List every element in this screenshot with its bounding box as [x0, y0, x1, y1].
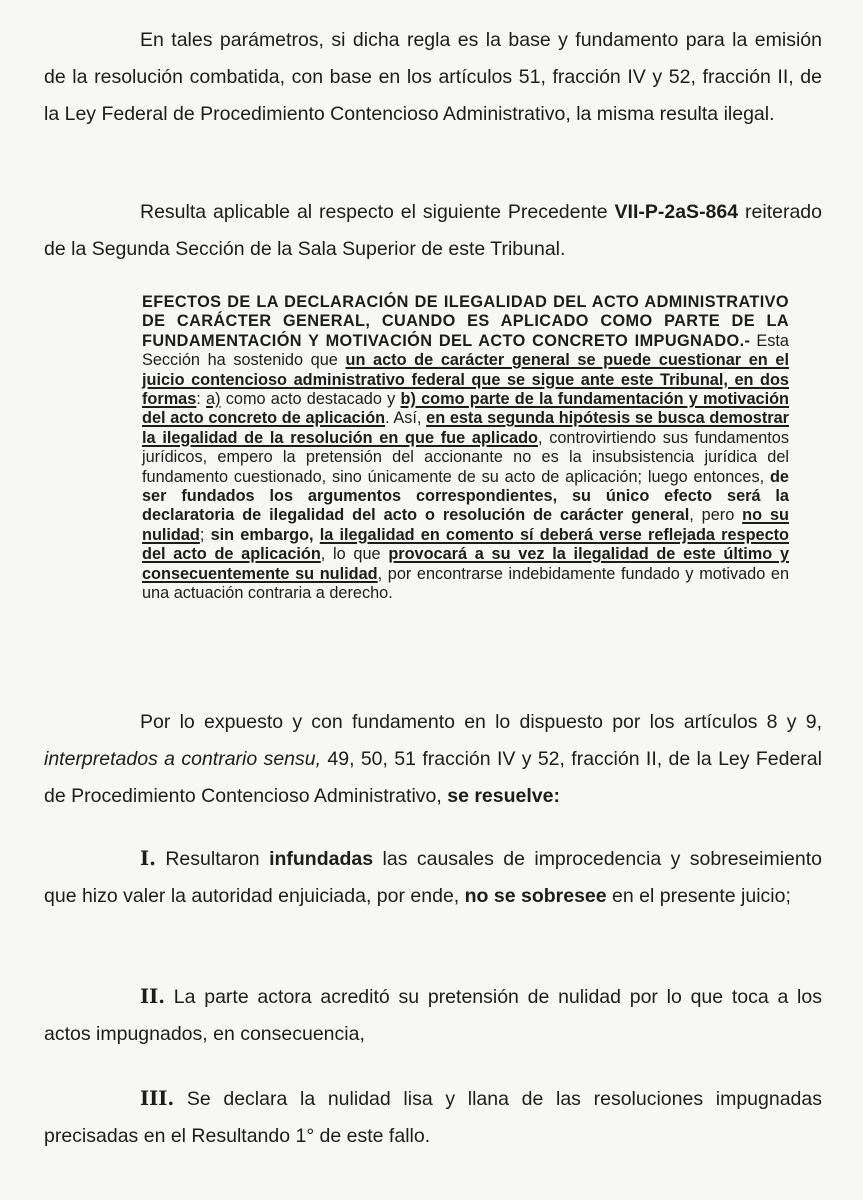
- resolution-numeral: II.: [140, 985, 166, 1008]
- resolution-text: Se declara la nulidad lisa y llana de las resoluciones impugnadas precisadas en el Resultando 1° de este fallo.: [44, 1088, 822, 1147]
- quote-bold-text: sin embargo,: [210, 525, 320, 544]
- resolution-text: en el presente juicio;: [606, 885, 791, 907]
- quote-text: , controvirtiendo sus fundamentos jurídicos, empero la pretensión del accionante no es la insubsistencia jurídica del fundamento cuestionado, sino únicamente de su acto de aplicación; luego entonces,: [142, 428, 789, 486]
- paragraph-conclusion-text: En tales parámetros, si dicha regla es la base y fundamento para la emisión de la resolución combatida, con base en los artículos 51, fracción IV y 52, fracción II, de la Ley Federal de Procedimiento Contencioso Administrativo, la misma resulta ilegal.: [44, 29, 822, 125]
- quote-underlined-text: un acto de carácter general se puede cuestionar en el juicio contencioso administrativo federal que se sigue ante este Tribunal, en dos formas: [142, 351, 789, 409]
- quote-underlined-text: no su nulidad: [142, 506, 789, 544]
- resolution-numeral: I.: [140, 847, 156, 870]
- paragraph-precedent: [44, 194, 822, 268]
- quote-underlined-text: provocará a su vez la ilegalidad de este último y consecuentemente su nulidad: [142, 545, 789, 583]
- quote-text: Esta Sección ha sostenido que: [142, 331, 789, 370]
- resolution-intro-text: Por lo expuesto y con fundamento en lo dispuesto por los artículos 8 y 9,: [140, 711, 822, 733]
- precedent-reference: VII-P-2aS-864: [614, 201, 739, 223]
- resolution-point-2: [44, 978, 822, 1053]
- resolution-point-3: [44, 1080, 822, 1155]
- quote-text: , por encontrarse indebidamente fundado y motivado en una actuación contraria a derecho.: [142, 564, 789, 603]
- quote-underlined-text: b) como parte de la fundamentación y motivación del acto concreto de aplicación: [142, 390, 789, 428]
- resolution-intro-bold: se resuelve:: [447, 785, 560, 807]
- paragraph-resolution-intro: [44, 704, 822, 815]
- quote-text: :: [196, 390, 207, 409]
- resolution-text: Resultaron: [155, 848, 270, 870]
- quote-text: , lo que: [320, 545, 389, 564]
- quote-text: , pero: [689, 506, 743, 525]
- resolution-bold: infundadas: [269, 848, 374, 870]
- resolution-intro-italic: interpretados a contrario sensu,: [44, 748, 322, 770]
- quote-text: ;: [199, 525, 211, 544]
- resolution-bold: no se sobresee: [464, 885, 607, 907]
- paragraph-conclusion: [44, 22, 822, 133]
- resolution-intro-text: 49, 50, 51 fracción IV y 52, fracción II, de la Ley Federal de Procedimiento Contencioso Administrativo,: [44, 748, 822, 807]
- precedent-intro: Resulta aplicable al respecto el siguiente Precedente: [140, 201, 615, 223]
- quote-bold-text: de ser fundados los argumentos correspondientes, su único efecto será la declaratoria de ilegalidad del acto o resolución de carácter general: [142, 467, 789, 525]
- precedent-outro: reiterado de la Segunda Sección de la Sala Superior de este Tribunal.: [44, 201, 822, 260]
- resolution-numeral: III.: [140, 1087, 175, 1110]
- quote-text: como acto destacado y: [220, 390, 401, 409]
- resolution-point-1: [44, 840, 822, 915]
- quote-underlined-text: a): [206, 390, 221, 409]
- quote-heading: EFECTOS DE LA DECLARACIÓN DE ILEGALIDAD DEL ACTO ADMINISTRATIVO DE CARÁCTER GENERAL, CUANDO ES APLICADO COMO PARTE DE LA FUNDAMENTACIÓN Y MOTIVACIÓN DEL ACTO CONCRETO IMPUGNADO.-: [142, 293, 789, 350]
- precedent-quote: [142, 293, 789, 604]
- quote-underlined-text: la ilegalidad en comento sí deberá verse reflejada respecto del acto de aplicación: [142, 525, 789, 564]
- quote-underlined-text: en esta segunda hipótesis se busca demostrar la ilegalidad de la resolución en que fue aplicado: [142, 409, 790, 447]
- resolution-text: las causales de improcedencia y sobreseimiento que hizo valer la autoridad enjuiciada, por ende,: [44, 848, 823, 907]
- resolution-text: La parte actora acreditó su pretensión de nulidad por lo que toca a los actos impugnados, en consecuencia,: [44, 986, 822, 1045]
- quote-text: . Así,: [385, 409, 427, 428]
